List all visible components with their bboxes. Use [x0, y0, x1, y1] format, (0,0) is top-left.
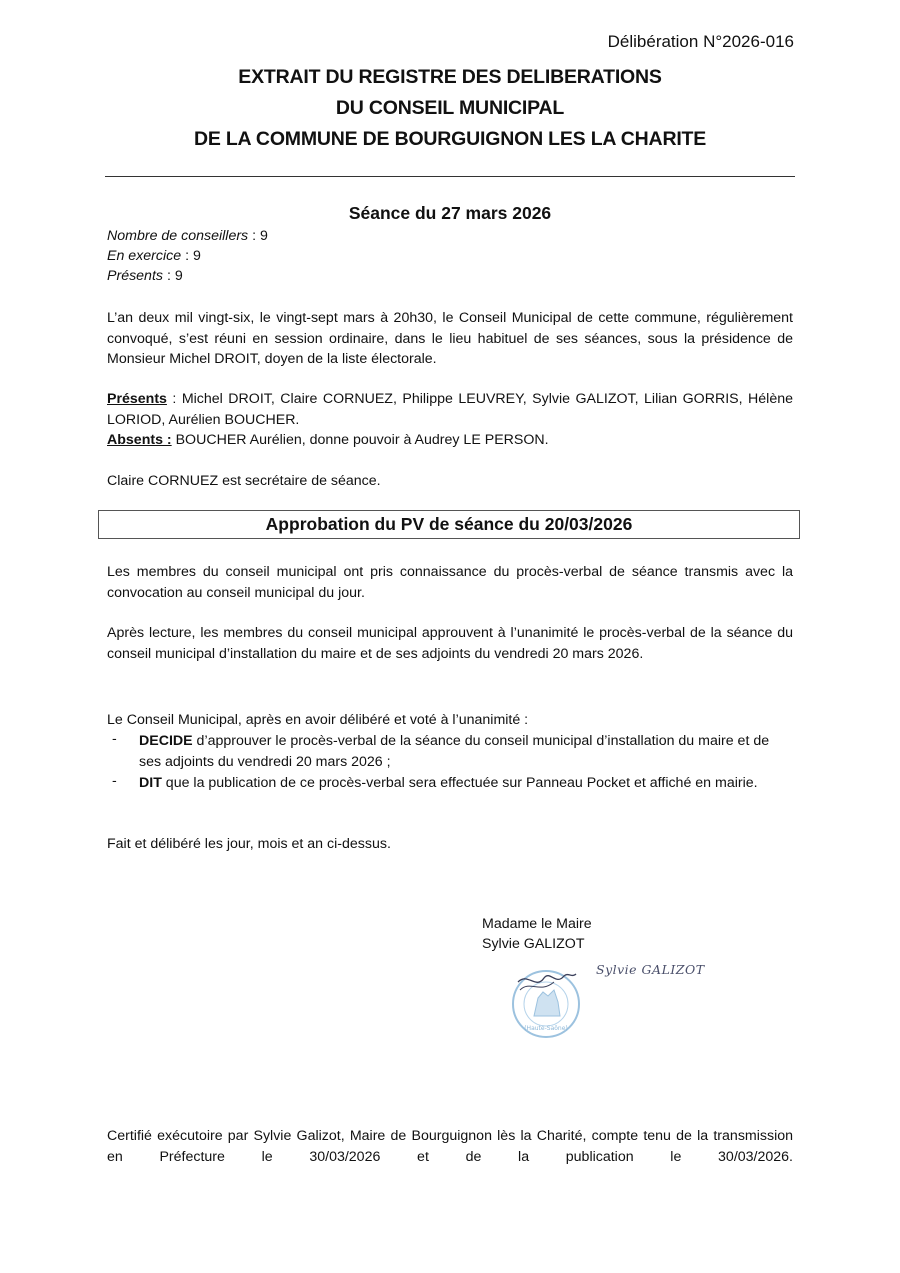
signatory-name: Sylvie GALIZOT [482, 936, 585, 952]
count-conseillers: Nombre de conseillers : 9 [107, 228, 268, 244]
count-label: Nombre de conseillers [107, 228, 249, 244]
title-line-1: EXTRAIT DU REGISTRE DES DELIBERATIONS [238, 66, 662, 88]
header-divider [105, 176, 795, 177]
presents-list: : Michel DROIT, Claire CORNUEZ, Philippe LEUVREY, Sylvie GALIZOT, Lilian GORRIS, Hélène LORIOD, Aurélien BOUCHER. [107, 391, 793, 428]
body-paragraph-1: Les membres du conseil municipal ont pris connaissance du procès-verbal de séance transmis avec la convocation au conseil municipal du jour. [107, 564, 793, 601]
count-exercice: En exercice : 9 [107, 248, 201, 264]
dash-bullet: - [112, 731, 117, 747]
section-title-box: Approbation du PV de séance du 20/03/2026 [98, 510, 800, 539]
decision-item-decide: DECIDE d’approuver le procès-verbal de la séance du conseil municipal d’installation du maire et de ses adjoints du vendredi 20 mars 2026 ; [139, 733, 770, 770]
certification-text: Certifié exécutoire par Sylvie Galizot, Maire de Bourguignon lès la Charité, compte tenu de la transmission en Préfecture le 30/03/2026 et de la publication le 30/03/2026. [107, 1128, 793, 1165]
count-label: Présents [107, 268, 163, 284]
closing-line: Fait et délibéré les jour, mois et an ci-dessus. [107, 836, 391, 852]
signatory-role: Madame le Maire [482, 916, 592, 932]
title-line-3: DE LA COMMUNE DE BOURGUIGNON LES LA CHARITE [193, 128, 707, 150]
count-value: 9 [192, 248, 201, 264]
decision-item-dit: DIT que la publication de ce procès-verbal sera effectuée sur Panneau Pocket et affiché en mairie. [139, 775, 758, 791]
count-presents: Présents : 9 [107, 268, 183, 284]
presents-paragraph [107, 389, 793, 451]
handwritten-signature: Sylvie GALIZOT [596, 962, 705, 977]
absents-label: Absents : [107, 432, 172, 448]
count-label: En exercice [107, 248, 182, 264]
decision-keyword: DECIDE [139, 733, 193, 749]
presents-label: Présents [107, 391, 167, 407]
title-line-2: DU CONSEIL MUNICIPAL [335, 97, 565, 119]
count-value: 9 [174, 268, 183, 284]
deliberation-number: Délibération N°2026-016 [607, 32, 794, 51]
municipal-stamp-icon [510, 968, 582, 1040]
secretary-line: Claire CORNUEZ est secrétaire de séance. [107, 473, 381, 489]
decision-keyword: DIT [139, 775, 162, 791]
body-paragraph-2: Après lecture, les membres du conseil municipal approuvent à l’unanimité le procès-verbal de la séance du conseil municipal d’installation du maire et de ses adjoints du vendredi 20 mars 2026. [107, 625, 793, 662]
svg-text:(Haute-Saône): (Haute-Saône) [524, 1025, 568, 1032]
intro-paragraph: L’an deux mil vingt-six, le vingt-sept mars à 20h30, le Conseil Municipal de cette commune, régulièrement convoqué, s’est réuni en session ordinaire, dans le lieu habituel de ses séances, sous la présidence de Monsieur Michel DROIT, doyen de la liste électorale. [107, 310, 793, 367]
dash-bullet: - [112, 773, 117, 789]
vote-intro: Le Conseil Municipal, après en avoir délibéré et voté à l’unanimité : [107, 712, 529, 728]
seance-title: Séance du 27 mars 2026 [348, 203, 552, 223]
absents-list: BOUCHER Aurélien, donne pouvoir à Audrey LE PERSON. [171, 432, 549, 448]
count-value: 9 [259, 228, 268, 244]
